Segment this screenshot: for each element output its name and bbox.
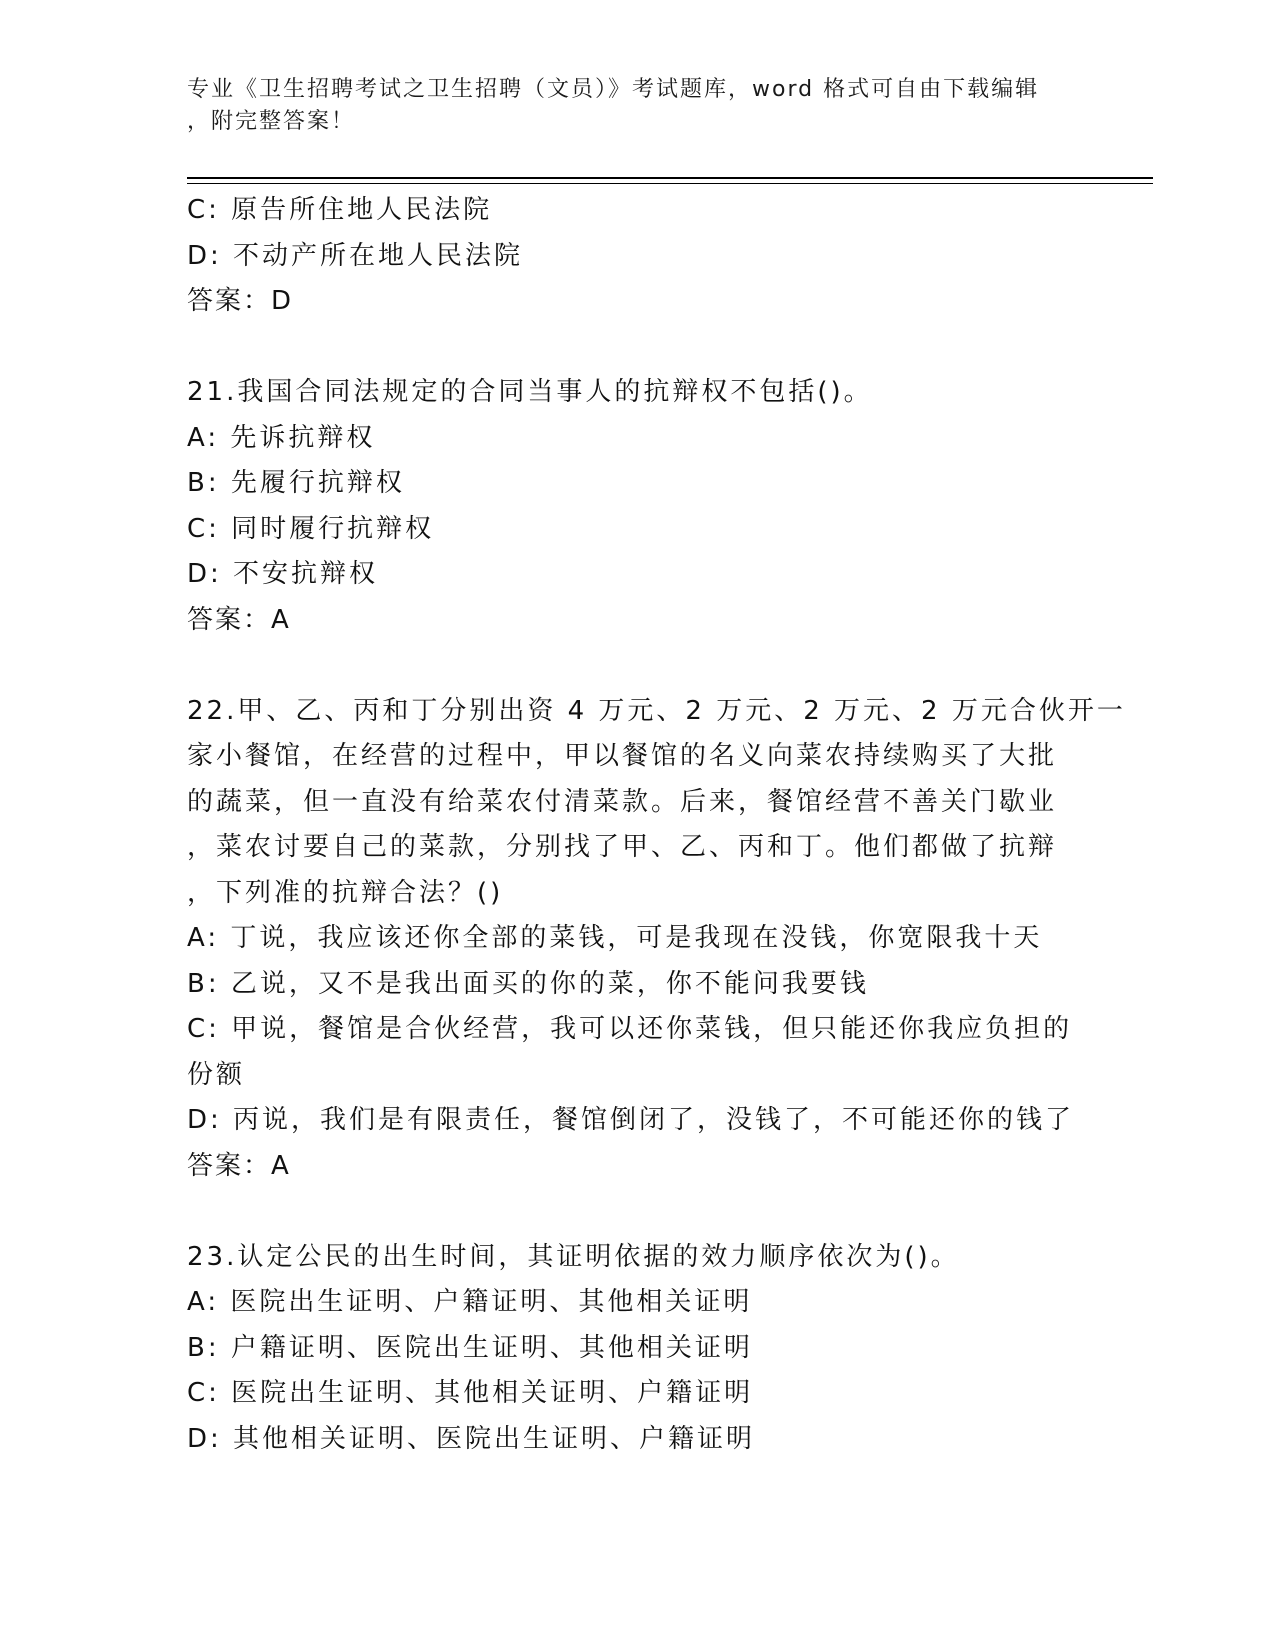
answer-line: 答案：A [187,1150,291,1181]
option-c-continued: 份额 [187,1059,246,1090]
option-a: A: 医院出生证明、户籍证明、其他相关证明 [187,1287,753,1317]
option-d: D: 不安抗辩权 [187,559,379,589]
option-d: D: 丙说，我们是有限责任，餐馆倒闭了，没钱了，不可能还你的钱了 [187,1105,1075,1135]
option-c: C: 甲说，餐馆是合伙经营，我可以还你菜钱，但只能还你我应负担的 [187,1014,1073,1044]
answer-line: 答案：A [187,604,291,635]
option-b: B: 户籍证明、医院出生证明、其他相关证明 [187,1332,753,1363]
question-23 [187,1235,1087,1463]
question-stem: 23.认定公民的出生时间，其证明依据的效力顺序依次为()。 [187,1241,960,1272]
page-header [187,74,1067,138]
option-b: B: 先履行抗辩权 [187,468,405,498]
answer-line: 答案：D [187,286,294,316]
option-d: D: 其他相关证明、医院出生证明、户籍证明 [187,1423,756,1454]
question-stem-line: 的蔬菜，但一直没有给菜农付清菜款。后来，餐馆经营不善关门歇业 [187,786,1058,817]
document-body [187,188,1126,1462]
option-a: A: 丁说，我应该还你全部的菜钱，可是我现在没钱，你宽限我十天 [187,923,1043,953]
spacer [187,325,1087,371]
question-21 [187,370,1087,643]
question-stem-line: ，菜农讨要自己的菜款，分别找了甲、乙、丙和丁。他们都做了抗辩 [187,832,1058,862]
header-line-1: 专业《卫生招聘考试之卫生招聘（文员）》考试题库，word 格式可自由下载编辑 [187,77,1040,102]
question-22 [187,689,1126,1190]
question-stem-line: 家小餐馆，在经营的过程中，甲以餐馆的名义向菜农持续购买了大批 [187,741,1058,771]
spacer [187,643,1087,689]
carryover-question [187,188,1087,325]
header-line-2: ，附完整答案！ [187,109,356,134]
option-c: C: 原告所住地人民法院 [187,195,493,225]
header-rule-thin [187,183,1153,184]
option-c: C: 医院出生证明、其他相关证明、户籍证明 [187,1378,754,1408]
question-stem-line: 22.甲、乙、丙和丁分别出资 4 万元、2 万元、2 万元、2 万元合伙开一 [187,695,1126,726]
option-a: A: 先诉抗辩权 [187,422,376,453]
option-c: C: 同时履行抗辩权 [187,513,435,544]
option-b: B: 乙说，又不是我出面买的你的菜，你不能问我要钱 [187,968,869,999]
question-stem-line: ，下列准的抗辩合法？() [187,877,504,908]
option-d: D: 不动产所在地人民法院 [187,240,524,271]
header-rule-thick [187,177,1153,179]
spacer [187,1189,1087,1235]
question-stem: 21.我国合同法规定的合同当事人的抗辩权不包括()。 [187,377,873,407]
